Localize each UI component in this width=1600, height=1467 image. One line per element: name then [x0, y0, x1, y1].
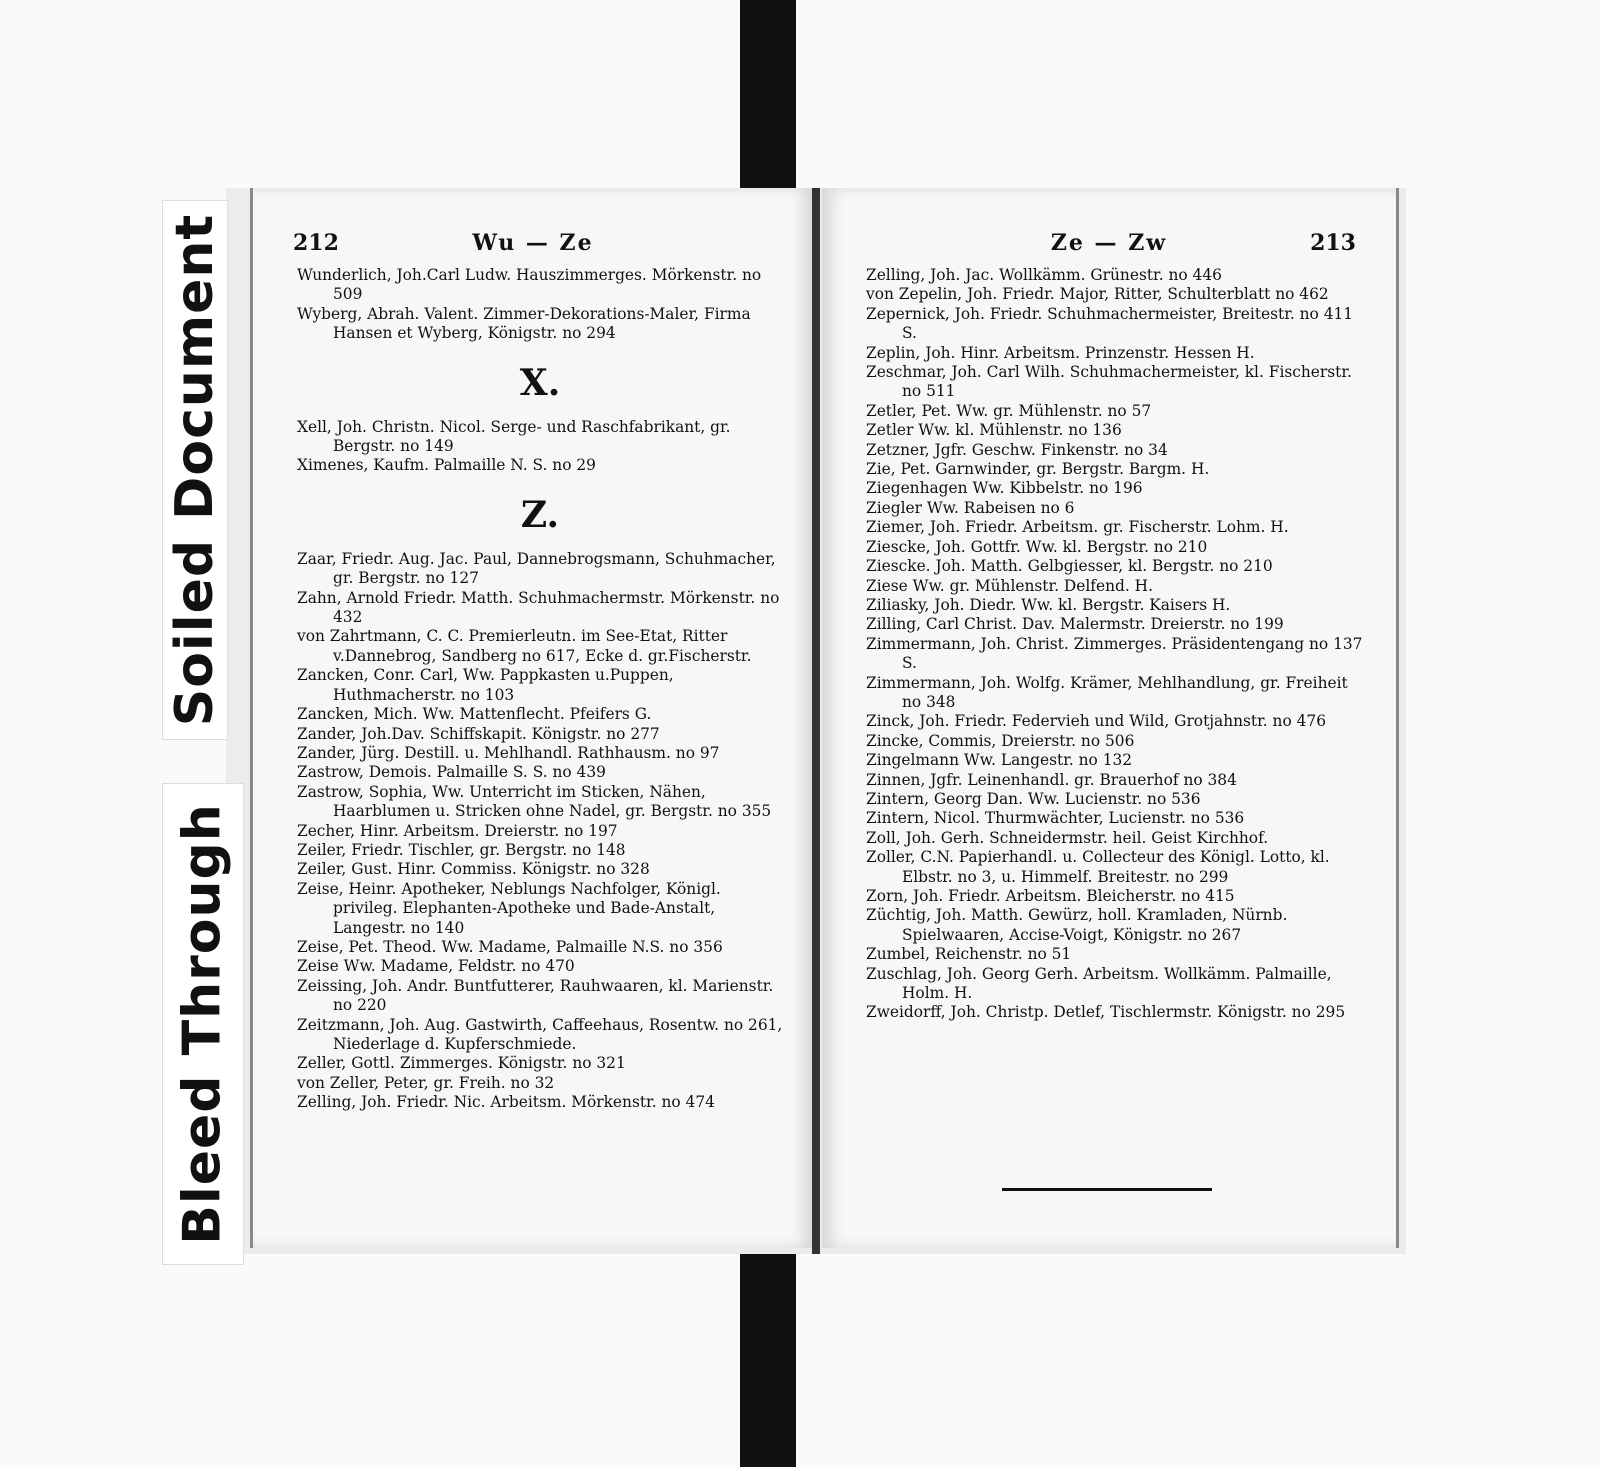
end-rule — [1002, 1188, 1212, 1191]
directory-entry: Zelling, Joh. Friedr. Nic. Arbeitsm. Mörkenstr. no 474 — [297, 1093, 715, 1112]
directory-entry: Zoll, Joh. Gerh. Schneidermstr. heil. Geist Kirchhof. — [866, 828, 1269, 847]
directory-entry: Zeiler, Gust. Hinr. Commiss. Königstr. no 328 — [297, 860, 650, 879]
directory-entry: Zorn, Joh. Friedr. Arbeitsm. Bleicherstr. no 415 — [866, 887, 1235, 905]
directory-entry: Zeise, Heinr. Apotheker, Neblungs Nachfolger, Königl. privileg. Elephanten-Apotheke und Bade-Anstalt, Langestr. no 140 — [297, 879, 721, 937]
directory-entry: Zeissing, Joh. Andr. Buntfutterer, Rauhwaaren, kl. Marienstr. no 220 — [297, 976, 774, 1015]
directory-entry: Zeplin, Joh. Hinr. Arbeitsm. Prinzenstr. Hessen H. — [866, 343, 1255, 362]
binding-strap-top — [740, 0, 796, 200]
directory-entry: Zeiler, Friedr. Tischler, gr. Bergstr. no 148 — [297, 840, 626, 859]
left-page-header — [293, 230, 773, 264]
directory-entry: Zinck, Joh. Friedr. Federvieh und Wild, Grotjahnstr. no 476 — [866, 712, 1327, 731]
directory-entry: Ziegenhagen Ww. Kibbelstr. no 196 — [866, 479, 1143, 498]
directory-entry: Zeller, Gottl. Zimmerges. Königstr. no 321 — [297, 1054, 626, 1073]
directory-entry: von Zepelin, Joh. Friedr. Major, Ritter, Schulterblatt no 462 — [866, 285, 1329, 304]
directory-entry: Zinnen, Jgfr. Leinenhandl. gr. Brauerhof no 384 — [866, 770, 1237, 789]
section-letter: X. — [519, 361, 561, 404]
directory-entry: Ziescke. Joh. Matth. Gelbgiesser, kl. Bergstr. no 210 — [866, 557, 1273, 576]
directory-entry: Zingelmann Ww. Langestr. no 132 — [866, 751, 1133, 770]
directory-entry: Zander, Jürg. Destill. u. Mehlhandl. Rathhausm. no 97 — [297, 743, 720, 762]
directory-entry: Zeitzmann, Joh. Aug. Gastwirth, Caffeehaus, Rosentw. no 261, Niederlage d. Kupferschmiede. — [297, 1015, 783, 1053]
left-page-body — [297, 266, 783, 1113]
directory-entry: Zepernick, Joh. Friedr. Schuhmachermeister, Breitestr. no 411 S. — [866, 304, 1354, 343]
directory-entry: Zancken, Mich. Ww. Mattenflecht. Pfeifers G. — [297, 705, 652, 724]
directory-entry: Züchtig, Joh. Matth. Gewürz, holl. Kramladen, Nürnb. Spielwaaren, Accise-Voigt, Königstr. no 267 — [866, 906, 1288, 944]
directory-entry: Zweidorff, Joh. Christp. Detlef, Tischlermstr. Königstr. no 295 — [866, 1003, 1346, 1022]
right-page-header — [862, 230, 1356, 264]
directory-entry: Ziescke, Joh. Gottfr. Ww. kl. Bergstr. no 210 — [866, 537, 1208, 556]
directory-entry: Zoller, C.N. Papierhandl. u. Collecteur des Königl. Lotto, kl. Elbstr. no 3, u. Himmelf. Breitestr. no 299 — [866, 848, 1330, 886]
page-number: 212 — [293, 230, 339, 256]
directory-entry: Zumbel, Reichenstr. no 51 — [866, 945, 1072, 964]
directory-entry: Zeise Ww. Madame, Feldstr. no 470 — [297, 957, 575, 976]
directory-entry: Zie, Pet. Garnwinder, gr. Bergstr. Bargm. H. — [866, 460, 1210, 479]
label-card-bottom — [162, 783, 244, 1265]
side-label-bottom: Bleed Through — [173, 803, 234, 1245]
directory-entry: Wunderlich, Joh.Carl Ludw. Hauszimmerges. Mörkenstr. no 509 — [297, 266, 762, 304]
directory-entry: Zincke, Commis, Dreierstr. no 506 — [866, 731, 1135, 750]
directory-entry: Zaar, Friedr. Aug. Jac. Paul, Dannebrogsmann, Schuhmacher, gr. Bergstr. no 127 — [297, 549, 776, 588]
directory-entry: Ximenes, Kaufm. Palmaille N. S. no 29 — [297, 456, 596, 475]
directory-entry: Xell, Joh. Christn. Nicol. Serge- und Raschfabrikant, gr. Bergstr. no 149 — [297, 417, 731, 456]
directory-entry: Zastrow, Demois. Palmaille S. S. no 439 — [297, 763, 606, 782]
directory-entry: Ziegler Ww. Rabeisen no 6 — [866, 498, 1075, 517]
directory-entry: Zetler, Pet. Ww. gr. Mühlenstr. no 57 — [866, 401, 1152, 420]
directory-entry: Zimmermann, Joh. Christ. Zimmerges. Präsidentengang no 137 S. — [866, 634, 1363, 673]
running-head: Wu — Ze — [472, 230, 594, 256]
directory-entry: Zancken, Conr. Carl, Ww. Pappkasten u.Puppen, Huthmacherstr. no 103 — [297, 666, 674, 704]
directory-entry: Wyberg, Abrah. Valent. Zimmer-Dekorations-Maler, Firma Hansen et Wyberg, Königstr. no 294 — [297, 304, 751, 343]
right-page-body — [866, 266, 1366, 1023]
directory-entry: Zander, Joh.Dav. Schiffskapit. Königstr. no 277 — [297, 724, 660, 743]
directory-entry: Zelling, Joh. Jac. Wollkämm. Grünestr. no 446 — [866, 266, 1222, 284]
section-letter: Z. — [520, 493, 560, 536]
directory-entry: von Zeller, Peter, gr. Freih. no 32 — [297, 1073, 555, 1092]
directory-entry: Zastrow, Sophia, Ww. Unterricht im Sticken, Nähen, Haarblumen u. Stricken ohne Nadel, gr. Bergstr. no 355 — [297, 782, 772, 821]
page-number: 213 — [1310, 230, 1356, 256]
directory-entry: von Zahrtmann, C. C. Premierleutn. im See-Etat, Ritter v.Dannebrog, Sandberg no 617, Ecke d. gr.Fischerstr. — [297, 627, 752, 665]
directory-entry: Ziemer, Joh. Friedr. Arbeitsm. gr. Fischerstr. Lohm. H. — [866, 518, 1289, 537]
side-label-top: Soiled Document — [165, 213, 226, 727]
directory-entry: Zecher, Hinr. Arbeitsm. Dreierstr. no 197 — [297, 821, 618, 840]
open-book — [226, 188, 1406, 1254]
directory-entry: Zeise, Pet. Theod. Ww. Madame, Palmaille N.S. no 356 — [297, 937, 723, 956]
directory-entry: Zahn, Arnold Friedr. Matth. Schuhmachermstr. Mörkenstr. no 432 — [297, 588, 780, 627]
directory-entry: Zintern, Georg Dan. Ww. Lucienstr. no 536 — [866, 789, 1201, 808]
binding-strap-bottom — [740, 1245, 796, 1467]
directory-entry: Zuschlag, Joh. Georg Gerh. Arbeitsm. Wollkämm. Palmaille, Holm. H. — [866, 964, 1332, 1003]
label-card-top — [162, 200, 228, 740]
directory-entry: Zimmermann, Joh. Wolfg. Krämer, Mehlhandlung, gr. Freiheit no 348 — [866, 673, 1348, 711]
directory-entry: Zetler Ww. kl. Mühlenstr. no 136 — [866, 421, 1122, 440]
directory-entry: Zeschmar, Joh. Carl Wilh. Schuhmachermeister, kl. Fischerstr. no 511 — [866, 363, 1352, 401]
directory-entry: Zilling, Carl Christ. Dav. Malermstr. Dreierstr. no 199 — [866, 615, 1284, 634]
directory-entry: Zetzner, Jgfr. Geschw. Finkenstr. no 34 — [866, 440, 1168, 459]
directory-entry: Ziese Ww. gr. Mühlenstr. Delfend. H. — [866, 576, 1153, 595]
running-head: Ze — Zw — [1050, 230, 1168, 256]
book-gutter — [812, 188, 820, 1254]
directory-entry: Zintern, Nicol. Thurmwächter, Lucienstr. no 536 — [866, 809, 1245, 828]
left-page — [250, 188, 813, 1248]
directory-entry: Ziliasky, Joh. Diedr. Ww. kl. Bergstr. Kaisers H. — [866, 595, 1231, 614]
right-page — [822, 188, 1399, 1248]
